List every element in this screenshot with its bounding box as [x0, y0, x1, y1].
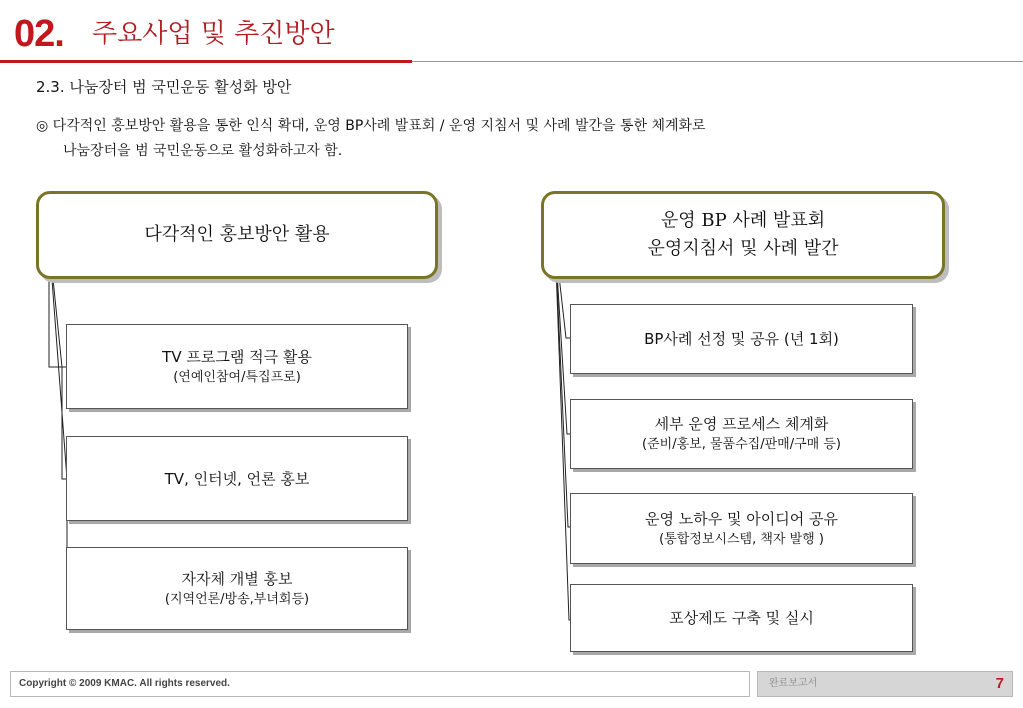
right-group-title-box: [541, 191, 945, 279]
right-item-3-main: 운영 노하우 및 아이디어 공유: [645, 509, 838, 528]
section-number: 02.: [14, 13, 64, 55]
right-item-2-main: 세부 운영 프로세스 체계화: [654, 415, 829, 433]
right-item-3-sub: (통합정보시스템, 책자 발행 ): [659, 531, 824, 547]
left-item-1-sub: (연예인참여/특집프로): [173, 369, 301, 385]
right-item-box-4: [570, 584, 913, 652]
left-item-3-sub: (지역언론/방송,부녀회등): [164, 591, 310, 607]
header-rule-red: [0, 60, 412, 63]
left-item-box-2: [66, 436, 408, 521]
left-item-box-1: [66, 324, 408, 409]
right-item-2-sub: (준비/홍보, 물품수집/판매/구매 등): [642, 437, 841, 452]
left-item-2-main: TV, 인터넷, 언론 홍보: [164, 469, 310, 488]
subheading: 2.3. 나눔장터 범 국민운동 활성화 방안: [36, 78, 292, 96]
left-item-box-3: [66, 547, 408, 630]
left-group-title: 다각적인 홍보방안 활용: [144, 224, 330, 245]
left-group-title-box: [36, 191, 438, 279]
page-title: 주요사업 및 추진방안: [92, 19, 335, 49]
page-number: 7: [995, 675, 1004, 692]
copyright-text: Copyright © 2009 KMAC. All rights reserved.: [19, 678, 230, 689]
connector-right-3: [555, 240, 598, 527]
right-item-box-1: [570, 304, 913, 374]
right-item-1-main: BP사례 선정 및 공유 (년 1회): [644, 330, 839, 348]
right-item-4-main: 포상제도 구축 및 실시: [669, 609, 814, 627]
description-line-1: ◎ 다각적인 홍보방안 활용을 통한 인식 확대, 운영 BP사례 발표회 / 운영 지침서 및 사례 발간을 통한 체계화로: [36, 118, 706, 134]
description-line-2: 나눔장터을 범 국민운동으로 활성화하고자 함.: [63, 143, 343, 159]
right-group-title-line-1: 운영 BP 사례 발표회: [660, 210, 826, 231]
left-item-3-main: 자자체 개별 홍보: [181, 569, 293, 588]
right-item-box-2: [570, 399, 913, 469]
left-item-1-main: TV 프로그램 적극 활용: [162, 347, 312, 366]
right-item-box-3: [570, 493, 913, 564]
connector-left-3: [49, 240, 92, 592]
right-group-title-line-2: 운영지침서 및 사례 발간: [647, 238, 839, 259]
footer-report-label: 완료보고서: [769, 678, 818, 689]
header-rule-gray: [412, 61, 1023, 62]
